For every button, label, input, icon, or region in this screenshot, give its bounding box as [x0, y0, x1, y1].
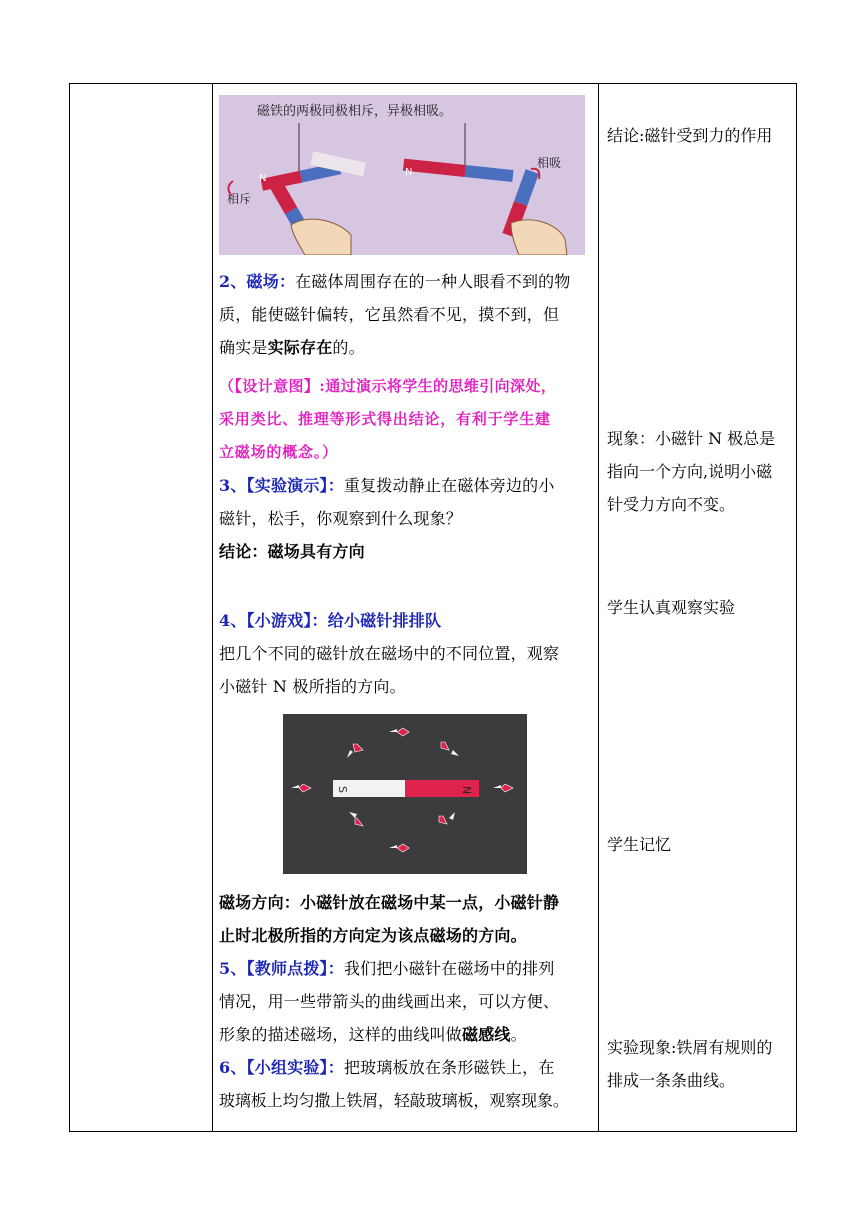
item6-line2: 玻璃板上均匀撒上铁屑，轻敲玻璃板，观察现象。: [219, 1091, 569, 1110]
right-note-2-line1: 现象：小磁针 N 极总是: [607, 429, 776, 448]
item3-line2: 磁针，松手，你观察到什么现象？: [219, 509, 463, 528]
item2-number: 2、: [219, 272, 247, 291]
right-note-2-line2: 指向一个方向,说明小磁: [607, 462, 773, 481]
item2-emphasis: 实际存在: [267, 338, 333, 357]
right-note-5-line2: 排成一条条曲线。: [607, 1071, 736, 1090]
item2-line1: [219, 266, 599, 299]
item6-number: 6、: [219, 1058, 247, 1077]
item5-number: 5、: [219, 959, 247, 978]
field-direction-line2: 止时北极所指的方向定为该点磁场的方向。: [219, 926, 527, 945]
item2-heading: 磁场: [246, 272, 279, 291]
pole-label-n-right: N: [405, 167, 413, 178]
right-note-2-line3: 针受力方向不变。: [607, 495, 736, 514]
item6-line1: [219, 1052, 599, 1085]
pole-label-n: N: [259, 173, 267, 184]
item3-line1: [219, 470, 599, 503]
item3-text1: 重复拨动静止在磁体旁边的小: [343, 476, 555, 495]
item5-heading: 【教师点拨】：: [246, 959, 344, 978]
item2-line2: 质，能使磁针偏转，它虽然看不见，摸不到，但: [219, 305, 560, 324]
magnet-pole-n: N: [460, 786, 473, 795]
label-repel: 相斥: [227, 192, 252, 206]
column-divider: [212, 84, 213, 1131]
right-note-1: 结论:磁针受到力的作用: [607, 126, 773, 145]
item5-text3c: 。: [510, 1025, 527, 1044]
item5-line2: 情况，用一些带箭头的曲线画出来，可以方便、: [219, 992, 560, 1011]
item3-conclusion: 结论：磁场具有方向: [219, 542, 365, 561]
item3-heading: 【实验演示】：: [246, 476, 344, 495]
magnet-poles-drawing: [219, 95, 585, 255]
teaching-content-column: [219, 84, 599, 1131]
item2-line3: [219, 332, 599, 365]
right-note-4: 学生记忆: [607, 835, 672, 854]
field-direction-line1: 磁场方向：小磁针放在磁场中某一点，小磁针静: [219, 893, 560, 912]
item4-text1: 把几个不同的磁针放在磁场中的不同位置，观察: [219, 644, 560, 663]
label-attract: 相吸: [537, 156, 562, 170]
left-column: [70, 84, 212, 1131]
item6-text1: 把玻璃板放在条形磁铁上，在: [343, 1058, 555, 1077]
item3-number: 3、: [219, 476, 247, 495]
student-activity-column: [607, 84, 795, 1131]
right-note-3: 学生认真观察实验: [607, 598, 736, 617]
design-intent-line3: 立磁场的概念。）: [219, 443, 338, 461]
item2-text3c: 的。: [332, 338, 365, 357]
item2-text3a: 确实是: [219, 338, 268, 357]
lesson-table: [69, 83, 797, 1132]
right-note-5-line1: 实验现象:铁屑有规则的: [607, 1038, 773, 1057]
item6-heading: 【小组实验】：: [246, 1058, 344, 1077]
figure1-caption: 磁铁的两极同极相斥，异极相吸。: [257, 104, 453, 119]
item5-line1: [219, 953, 599, 986]
item4-text2: 小磁针 N 极所指的方向。: [219, 677, 406, 696]
item5-line3: [219, 1019, 599, 1052]
bar-magnet-compass-photo: [283, 714, 527, 874]
design-intent-line1: （【设计意图】:通过演示将学生的思维引向深处，: [219, 377, 557, 395]
item2-text1: 在磁体周围存在的一种人眼看不到的物: [295, 272, 571, 291]
design-intent-line2: 采用类比、推理等形式得出结论，有利于学生建: [219, 410, 551, 428]
item4-heading: 【小游戏】：给小磁针排排队: [246, 611, 442, 630]
item5-term: 磁感线: [462, 1025, 511, 1044]
magnet-pole-s: S: [336, 786, 349, 793]
item5-text3a: 形象的描述磁场，这样的曲线叫做: [219, 1025, 463, 1044]
bar-magnet-drawing: [283, 714, 527, 874]
magnet-poles-illustration: [219, 95, 585, 255]
item4-number: 4、: [219, 611, 247, 630]
item4-line1: [219, 605, 599, 638]
item5-text1: 我们把小磁针在磁场中的排列: [343, 959, 555, 978]
item2-colon: ：: [278, 272, 296, 291]
